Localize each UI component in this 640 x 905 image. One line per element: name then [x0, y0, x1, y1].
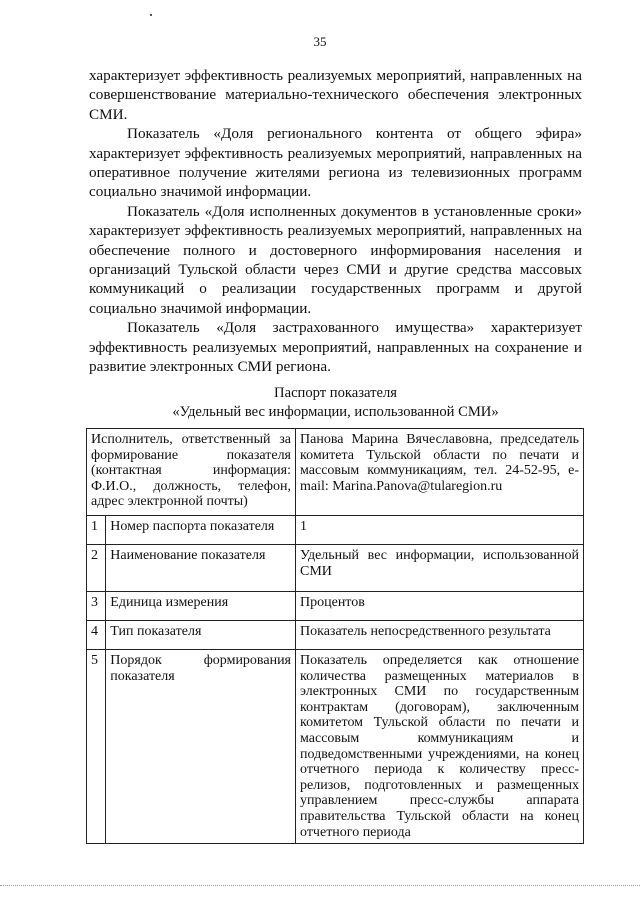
- row-number: 4: [87, 621, 106, 650]
- paragraph-insured-property: Показатель «Доля застрахованного имущества» характеризует эффективность реализуемых мероприятий, направленных на сохранение и развитие электронных СМИ региона.: [89, 319, 582, 376]
- paragraph-continuation: характеризует эффективность реализуемых мероприятий, направленных на совершенствование материально-технического обеспечения электронных СМИ.: [89, 67, 582, 123]
- row-label: Тип показателя: [106, 621, 296, 650]
- row-value: Показатель непосредственного результата: [296, 621, 584, 650]
- executor-label: Исполнитель, ответственный за формирование показателя (контактная информация: Ф.И.О., должность, телефон, адрес электронной почты): [87, 429, 296, 516]
- table-row: [87, 621, 584, 650]
- table-row-executor: [87, 429, 584, 516]
- row-number: 3: [87, 592, 106, 621]
- row-label: Порядок формирования показателя: [106, 650, 296, 844]
- table-row: [87, 650, 584, 844]
- page-number: 35: [313, 34, 327, 49]
- passport-subtitle: «Удельный вес информации, использованной СМИ»: [172, 404, 499, 420]
- executor-value: Панова Марина Вячеславовна, председатель комитета Тульской области по печати и массовым коммуникациям, тел. 24-52-95, e-mail: Marina.Panova@tularegion.ru: [296, 429, 584, 516]
- row-value: Удельный вес информации, использованной СМИ: [296, 545, 584, 592]
- table-row: [87, 545, 584, 592]
- row-label: Наименование показателя: [106, 545, 296, 592]
- row-number: 5: [87, 650, 106, 844]
- row-label: Номер паспорта показателя: [106, 516, 296, 545]
- row-value: 1: [296, 516, 584, 545]
- passport-table: [86, 428, 584, 844]
- row-value: Процентов: [296, 592, 584, 621]
- row-value: Показатель определяется как отношение количества размещенных материалов в электронных СМИ по государственным контрактам (договорам), заключенным комитетом Тульской области по печати и массовым коммуникациям и подведомственными учреждениями, на конец отчетного периода к количеству пресс-релизов, подготовленных и размещенных управлением пресс-службы аппарата правительства Тульской области на конец отчетного периода: [296, 650, 584, 844]
- scan-edge-line: [0, 885, 640, 887]
- paragraph-executed-documents: Показатель «Доля исполненных документов в установленные сроки» характеризует эффективность реализуемых мероприятий, направленных на обеспечение полного и достоверного информирования населения и организаций Тульской области через СМИ и другие средства массовых коммуникаций о реализации государственных программ и другой социально значимой информации.: [89, 202, 582, 317]
- table-row: [87, 516, 584, 545]
- body-text: [89, 66, 582, 377]
- row-label: Единица измерения: [106, 592, 296, 621]
- scan-speck: [150, 14, 152, 16]
- table-row: [87, 592, 584, 621]
- passport-heading: [89, 384, 582, 422]
- row-number: 2: [87, 545, 106, 592]
- row-number: 1: [87, 516, 106, 545]
- passport-title: Паспорт показателя: [274, 385, 397, 401]
- paragraph-regional-content: Показатель «Доля регионального контента от общего эфира» характеризует эффективность реализуемых мероприятий, направленных на оперативное получение жителями региона из телевизионных программ социально значимой информации.: [89, 125, 582, 201]
